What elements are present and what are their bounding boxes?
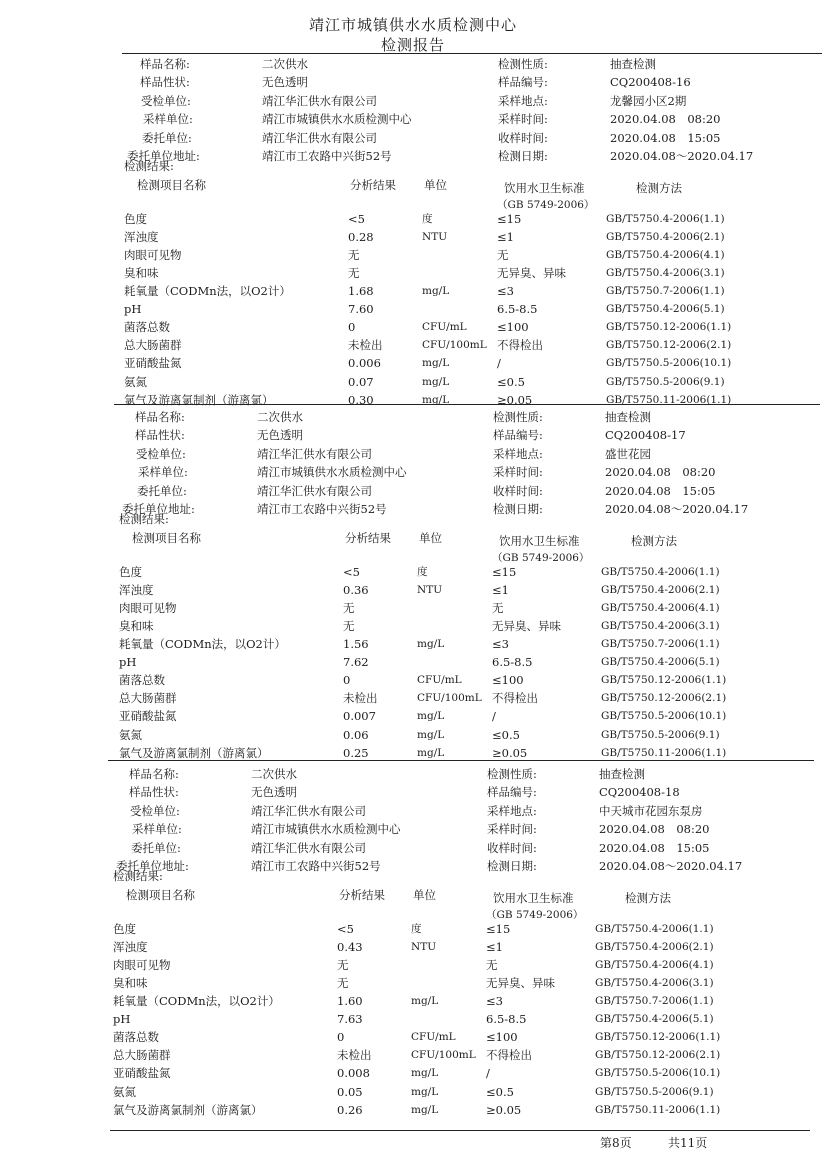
table-row-unit: mg/L bbox=[411, 1067, 439, 1079]
table-row-item: 氯气及游离氯制剂（游离氯） bbox=[124, 393, 274, 407]
table-row-result: 0 bbox=[343, 673, 351, 687]
info-label: 采样时间: bbox=[493, 465, 543, 479]
info-label: 收样时间: bbox=[487, 841, 537, 855]
table-row-result: 1.68 bbox=[348, 284, 374, 298]
info-value: 靖江市工农路中兴街52号 bbox=[257, 502, 387, 516]
table-row-item: pH bbox=[124, 302, 142, 316]
info-label: 检测性质: bbox=[493, 410, 543, 424]
info-value: CQ200408-16 bbox=[610, 75, 691, 89]
info-value: 无色透明 bbox=[262, 75, 308, 89]
table-row-standard: ≤0.5 bbox=[497, 375, 525, 389]
table-row-unit: NTU bbox=[411, 941, 437, 953]
table-row-result: 0.008 bbox=[337, 1066, 370, 1080]
results-heading: 检测结果: bbox=[113, 869, 163, 883]
table-row-standard: 无 bbox=[486, 958, 498, 972]
table-row-method: GB/T5750.4-2006(1.1) bbox=[601, 566, 720, 578]
column-header: 饮用水卫生标准 bbox=[504, 181, 585, 195]
table-row-standard: ≥0.05 bbox=[497, 393, 533, 407]
info-value: 靖江市城镇供水水质检测中心 bbox=[251, 822, 401, 836]
table-row-result: 0 bbox=[348, 320, 356, 334]
table-row-unit: mg/L bbox=[417, 638, 445, 650]
info-label: 样品编号: bbox=[493, 428, 543, 442]
info-label: 收样时间: bbox=[493, 484, 543, 498]
table-row-item: 色度 bbox=[113, 922, 136, 936]
table-row-unit: mg/L bbox=[411, 1104, 439, 1116]
table-row-unit: 度 bbox=[417, 566, 428, 578]
table-row-standard: 6.5-8.5 bbox=[492, 655, 533, 669]
table-row-standard: 无 bbox=[492, 601, 504, 615]
table-row-method: GB/T5750.12-2006(1.1) bbox=[601, 674, 727, 686]
table-row-method: GB/T5750.11-2006(1.1) bbox=[601, 747, 727, 759]
info-label: 采样单位: bbox=[132, 822, 182, 836]
table-row-method: GB/T5750.4-2006(2.1) bbox=[595, 941, 714, 953]
info-value: 2020.04.08 15:05 bbox=[599, 841, 710, 855]
table-row-method: GB/T5750.7-2006(1.1) bbox=[601, 638, 720, 650]
table-row-unit: mg/L bbox=[422, 285, 450, 297]
table-row-method: GB/T5750.5-2006(9.1) bbox=[601, 729, 720, 741]
info-value: 2020.04.08～2020.04.17 bbox=[610, 149, 754, 163]
table-row-result: 7.63 bbox=[337, 1012, 363, 1026]
sample-section bbox=[124, 57, 824, 417]
info-label: 样品编号: bbox=[498, 75, 548, 89]
table-row-item: 氨氮 bbox=[119, 728, 142, 742]
table-row-item: 浑浊度 bbox=[124, 230, 159, 244]
info-label: 样品编号: bbox=[487, 785, 537, 799]
table-row-standard: ≤1 bbox=[486, 940, 503, 954]
table-row-result: 无 bbox=[343, 601, 355, 615]
table-row-method: GB/T5750.5-2006(9.1) bbox=[595, 1086, 714, 1098]
table-row-item: 亚硝酸盐氮 bbox=[113, 1066, 171, 1080]
info-label: 采样地点: bbox=[493, 447, 543, 461]
table-row-standard: ≤100 bbox=[492, 673, 524, 687]
info-value: 2020.04.08 08:20 bbox=[610, 112, 721, 126]
table-row-unit: mg/L bbox=[411, 1086, 439, 1098]
footer-rule bbox=[110, 1130, 810, 1131]
page-number: 第8页 bbox=[600, 1136, 632, 1150]
results-heading: 检测结果: bbox=[124, 159, 174, 173]
table-row-standard: 不得检出 bbox=[486, 1048, 532, 1062]
table-row-item: 臭和味 bbox=[119, 619, 154, 633]
info-label: 检测日期: bbox=[493, 502, 543, 516]
table-row-item: 耗氧量（CODMn法，以O2计） bbox=[113, 994, 280, 1008]
info-label: 收样时间: bbox=[498, 131, 548, 145]
table-row-result: 0.05 bbox=[337, 1085, 363, 1099]
column-header: 分析结果 bbox=[339, 888, 385, 902]
table-row-item: 色度 bbox=[124, 212, 147, 226]
table-row-result: 未检出 bbox=[343, 691, 378, 705]
table-row-standard: 6.5-8.5 bbox=[497, 302, 538, 316]
table-row-method: GB/T5750.4-2006(5.1) bbox=[601, 656, 720, 668]
info-value: 靖江市城镇供水水质检测中心 bbox=[262, 112, 412, 126]
info-label: 样品性状: bbox=[129, 785, 179, 799]
info-value: 靖江华汇供水有限公司 bbox=[257, 447, 372, 461]
table-row-method: GB/T5750.7-2006(1.1) bbox=[606, 285, 725, 297]
table-row-result: <5 bbox=[337, 922, 354, 936]
table-row-result: 0.28 bbox=[348, 230, 374, 244]
table-row-standard: ≥0.05 bbox=[492, 746, 528, 760]
table-row-standard: ≤3 bbox=[492, 637, 509, 651]
table-row-standard: ≤15 bbox=[492, 565, 517, 579]
info-value: 靖江市工农路中兴街52号 bbox=[251, 859, 381, 873]
info-label: 委托单位: bbox=[142, 131, 192, 145]
table-row-item: 肉眼可见物 bbox=[113, 958, 171, 972]
column-header: 检测项目名称 bbox=[137, 178, 206, 192]
table-row-item: 亚硝酸盐氮 bbox=[119, 709, 177, 723]
sample-section bbox=[119, 410, 819, 770]
table-row-unit: mg/L bbox=[417, 710, 445, 722]
table-row-standard: 无异臭、异味 bbox=[492, 619, 561, 633]
table-row-unit: CFU/mL bbox=[417, 674, 462, 686]
report-org: 靖江市城镇供水水质检测中心 bbox=[308, 16, 517, 34]
info-value: 2020.04.08 15:05 bbox=[605, 484, 716, 498]
info-label: 采样时间: bbox=[487, 822, 537, 836]
table-row-standard: ≤3 bbox=[497, 284, 514, 298]
table-row-unit: 度 bbox=[422, 213, 433, 225]
info-label: 委托单位地址: bbox=[122, 502, 195, 516]
table-row-unit: NTU bbox=[422, 231, 448, 243]
info-value: 抽查检测 bbox=[599, 767, 645, 781]
table-row-method: GB/T5750.4-2006(5.1) bbox=[606, 303, 725, 315]
report-title: 检测报告 bbox=[380, 36, 445, 54]
table-row-result: 7.60 bbox=[348, 302, 374, 316]
table-row-method: GB/T5750.12-2006(2.1) bbox=[601, 692, 727, 704]
table-row-result: 无 bbox=[348, 266, 360, 280]
table-row-method: GB/T5750.12-2006(2.1) bbox=[595, 1049, 721, 1061]
column-header: （GB 5749-2006） bbox=[486, 909, 584, 921]
column-header: 检测方法 bbox=[625, 891, 671, 905]
info-label: 采样单位: bbox=[138, 465, 188, 479]
table-row-item: pH bbox=[119, 655, 137, 669]
table-row-item: 肉眼可见物 bbox=[119, 601, 177, 615]
table-row-unit: CFU/mL bbox=[422, 321, 467, 333]
table-row-unit: mg/L bbox=[417, 729, 445, 741]
column-header: 饮用水卫生标准 bbox=[499, 534, 580, 548]
table-row-method: GB/T5750.4-2006(3.1) bbox=[595, 977, 714, 989]
column-header: 检测项目名称 bbox=[132, 531, 201, 545]
info-value: 龙馨园小区2期 bbox=[610, 94, 687, 108]
results-heading: 检测结果: bbox=[119, 512, 169, 526]
table-row-item: 菌落总数 bbox=[119, 673, 165, 687]
section-divider bbox=[114, 404, 820, 405]
info-value: 抽查检测 bbox=[605, 410, 651, 424]
info-value: CQ200408-18 bbox=[599, 785, 680, 799]
table-row-item: 总大肠菌群 bbox=[124, 338, 182, 352]
column-header: 单位 bbox=[424, 178, 447, 192]
table-row-method: GB/T5750.5-2006(10.1) bbox=[601, 710, 727, 722]
table-row-method: GB/T5750.5-2006(10.1) bbox=[606, 357, 732, 369]
info-label: 采样地点: bbox=[498, 94, 548, 108]
table-row-standard: ≤1 bbox=[497, 230, 514, 244]
info-label: 样品性状: bbox=[140, 75, 190, 89]
table-row-result: 7.62 bbox=[343, 655, 369, 669]
table-row-result: <5 bbox=[348, 212, 365, 226]
column-header: 单位 bbox=[413, 888, 436, 902]
info-value: 靖江华汇供水有限公司 bbox=[262, 131, 377, 145]
table-row-result: 1.60 bbox=[337, 994, 363, 1008]
table-row-item: 氨氮 bbox=[124, 375, 147, 389]
info-label: 检测日期: bbox=[498, 149, 548, 163]
sample-section bbox=[113, 767, 813, 1127]
table-row-standard: / bbox=[486, 1066, 490, 1080]
table-row-result: 0.007 bbox=[343, 709, 376, 723]
info-label: 委托单位: bbox=[131, 841, 181, 855]
info-label: 检测性质: bbox=[487, 767, 537, 781]
table-row-unit: CFU/mL bbox=[411, 1031, 456, 1043]
table-row-item: pH bbox=[113, 1012, 131, 1026]
column-header: （GB 5749-2006） bbox=[497, 199, 595, 211]
table-row-result: 0.30 bbox=[348, 393, 374, 407]
table-row-standard: ≥0.05 bbox=[486, 1103, 522, 1117]
table-row-method: GB/T5750.7-2006(1.1) bbox=[595, 995, 714, 1007]
table-row-standard: ≤0.5 bbox=[492, 728, 520, 742]
table-row-method: GB/T5750.4-2006(1.1) bbox=[595, 923, 714, 935]
info-value: 2020.04.08～2020.04.17 bbox=[605, 502, 749, 516]
table-row-item: 氯气及游离氯制剂（游离氯） bbox=[113, 1103, 263, 1117]
table-row-method: GB/T5750.4-2006(4.1) bbox=[606, 249, 725, 261]
table-row-item: 氨氮 bbox=[113, 1085, 136, 1099]
table-row-method: GB/T5750.4-2006(1.1) bbox=[606, 213, 725, 225]
table-row-unit: mg/L bbox=[417, 747, 445, 759]
info-value: 靖江华汇供水有限公司 bbox=[257, 484, 372, 498]
table-row-result: 0.006 bbox=[348, 356, 381, 370]
table-row-result: 未检出 bbox=[348, 338, 383, 352]
info-label: 采样单位: bbox=[143, 112, 193, 126]
table-row-method: GB/T5750.12-2006(2.1) bbox=[606, 339, 732, 351]
info-value: 靖江华汇供水有限公司 bbox=[251, 804, 366, 818]
table-row-method: GB/T5750.4-2006(2.1) bbox=[606, 231, 725, 243]
table-row-item: 菌落总数 bbox=[124, 320, 170, 334]
info-label: 样品名称: bbox=[140, 57, 190, 71]
table-row-standard: 6.5-8.5 bbox=[486, 1012, 527, 1026]
info-value: 二次供水 bbox=[262, 57, 308, 71]
info-value: 靖江市城镇供水水质检测中心 bbox=[257, 465, 407, 479]
column-header: 检测项目名称 bbox=[126, 888, 195, 902]
table-row-result: 0.06 bbox=[343, 728, 369, 742]
table-row-method: GB/T5750.4-2006(4.1) bbox=[601, 602, 720, 614]
table-row-item: 亚硝酸盐氮 bbox=[124, 356, 182, 370]
table-row-standard: ≤15 bbox=[486, 922, 511, 936]
table-row-standard: ≤0.5 bbox=[486, 1085, 514, 1099]
table-row-standard: / bbox=[497, 356, 501, 370]
info-value: 靖江市工农路中兴街52号 bbox=[262, 149, 392, 163]
table-row-method: GB/T5750.11-2006(1.1) bbox=[595, 1104, 721, 1116]
table-row-result: <5 bbox=[343, 565, 360, 579]
info-label: 采样时间: bbox=[498, 112, 548, 126]
section-divider bbox=[108, 760, 814, 761]
table-row-result: 无 bbox=[348, 248, 360, 262]
info-label: 样品名称: bbox=[129, 767, 179, 781]
info-value: 抽查检测 bbox=[610, 57, 656, 71]
table-row-result: 1.56 bbox=[343, 637, 369, 651]
table-row-standard: 无 bbox=[497, 248, 509, 262]
table-row-result: 无 bbox=[337, 958, 349, 972]
table-row-standard: 不得检出 bbox=[497, 338, 543, 352]
table-row-item: 臭和味 bbox=[113, 976, 148, 990]
page-total: 共11页 bbox=[668, 1136, 708, 1150]
column-header: 分析结果 bbox=[345, 531, 391, 545]
table-row-standard: ≤100 bbox=[486, 1030, 518, 1044]
info-value: 中天城市花园东泵房 bbox=[599, 804, 703, 818]
table-row-result: 0.36 bbox=[343, 583, 369, 597]
info-label: 委托单位地址: bbox=[127, 149, 200, 163]
table-row-item: 耗氧量（CODMn法，以O2计） bbox=[124, 284, 291, 298]
header-rule bbox=[122, 53, 822, 54]
table-row-method: GB/T5750.5-2006(9.1) bbox=[606, 376, 725, 388]
column-header: 检测方法 bbox=[631, 534, 677, 548]
info-value: 靖江华汇供水有限公司 bbox=[262, 94, 377, 108]
info-label: 检测性质: bbox=[498, 57, 548, 71]
table-row-result: 0.43 bbox=[337, 940, 363, 954]
table-row-standard: 无异臭、异味 bbox=[497, 266, 566, 280]
info-label: 受检单位: bbox=[136, 447, 186, 461]
table-row-item: 色度 bbox=[119, 565, 142, 579]
info-value: 无色透明 bbox=[251, 785, 297, 799]
column-header: 饮用水卫生标准 bbox=[493, 891, 574, 905]
table-row-item: 浑浊度 bbox=[119, 583, 154, 597]
table-row-unit: mg/L bbox=[422, 376, 450, 388]
table-row-unit: 度 bbox=[411, 923, 422, 935]
table-row-item: 氯气及游离氯制剂（游离氯） bbox=[119, 746, 269, 760]
column-header: 分析结果 bbox=[350, 178, 396, 192]
table-row-unit: mg/L bbox=[422, 357, 450, 369]
table-row-standard: 不得检出 bbox=[492, 691, 538, 705]
info-label: 采样地点: bbox=[487, 804, 537, 818]
table-row-method: GB/T5750.4-2006(4.1) bbox=[595, 959, 714, 971]
table-row-method: GB/T5750.4-2006(3.1) bbox=[601, 620, 720, 632]
info-label: 受检单位: bbox=[130, 804, 180, 818]
table-row-unit: mg/L bbox=[411, 995, 439, 1007]
table-row-method: GB/T5750.11-2006(1.1) bbox=[606, 394, 732, 406]
info-label: 检测日期: bbox=[487, 859, 537, 873]
info-label: 委托单位: bbox=[137, 484, 187, 498]
table-row-item: 肉眼可见物 bbox=[124, 248, 182, 262]
info-value: 靖江华汇供水有限公司 bbox=[251, 841, 366, 855]
info-label: 样品性状: bbox=[135, 428, 185, 442]
table-row-result: 无 bbox=[337, 976, 349, 990]
table-row-standard: / bbox=[492, 709, 496, 723]
table-row-result: 0.26 bbox=[337, 1103, 363, 1117]
table-row-item: 菌落总数 bbox=[113, 1030, 159, 1044]
info-value: 无色透明 bbox=[257, 428, 303, 442]
info-value: 2020.04.08 15:05 bbox=[610, 131, 721, 145]
table-row-method: GB/T5750.4-2006(5.1) bbox=[595, 1013, 714, 1025]
table-row-result: 0.07 bbox=[348, 375, 374, 389]
table-row-item: 总大肠菌群 bbox=[113, 1048, 171, 1062]
table-row-result: 0.25 bbox=[343, 746, 369, 760]
table-row-unit: CFU/100mL bbox=[417, 692, 482, 704]
info-label: 委托单位地址: bbox=[116, 859, 189, 873]
table-row-item: 臭和味 bbox=[124, 266, 159, 280]
table-row-method: GB/T5750.4-2006(2.1) bbox=[601, 584, 720, 596]
info-value: 二次供水 bbox=[257, 410, 303, 424]
table-row-item: 浑浊度 bbox=[113, 940, 148, 954]
table-row-result: 0 bbox=[337, 1030, 345, 1044]
column-header: 检测方法 bbox=[636, 181, 682, 195]
info-value: 2020.04.08～2020.04.17 bbox=[599, 859, 743, 873]
table-row-standard: 无异臭、异味 bbox=[486, 976, 555, 990]
table-row-method: GB/T5750.12-2006(1.1) bbox=[606, 321, 732, 333]
table-row-standard: ≤1 bbox=[492, 583, 509, 597]
info-value: 2020.04.08 08:20 bbox=[605, 465, 716, 479]
table-row-standard: ≤15 bbox=[497, 212, 522, 226]
table-row-standard: ≤100 bbox=[497, 320, 529, 334]
info-value: 盛世花园 bbox=[605, 447, 651, 461]
column-header: （GB 5749-2006） bbox=[492, 552, 590, 564]
table-row-result: 无 bbox=[343, 619, 355, 633]
table-row-method: GB/T5750.4-2006(3.1) bbox=[606, 267, 725, 279]
column-header: 单位 bbox=[419, 531, 442, 545]
info-label: 受检单位: bbox=[141, 94, 191, 108]
info-value: CQ200408-17 bbox=[605, 428, 686, 442]
table-row-method: GB/T5750.5-2006(10.1) bbox=[595, 1067, 721, 1079]
table-row-unit: mg/L bbox=[422, 394, 450, 406]
table-row-result: 未检出 bbox=[337, 1048, 372, 1062]
info-label: 样品名称: bbox=[135, 410, 185, 424]
table-row-item: 总大肠菌群 bbox=[119, 691, 177, 705]
table-row-method: GB/T5750.12-2006(1.1) bbox=[595, 1031, 721, 1043]
table-row-unit: CFU/100mL bbox=[411, 1049, 476, 1061]
info-value: 二次供水 bbox=[251, 767, 297, 781]
table-row-item: 耗氧量（CODMn法，以O2计） bbox=[119, 637, 286, 651]
table-row-standard: ≤3 bbox=[486, 994, 503, 1008]
table-row-unit: NTU bbox=[417, 584, 443, 596]
info-value: 2020.04.08 08:20 bbox=[599, 822, 710, 836]
table-row-unit: CFU/100mL bbox=[422, 339, 487, 351]
